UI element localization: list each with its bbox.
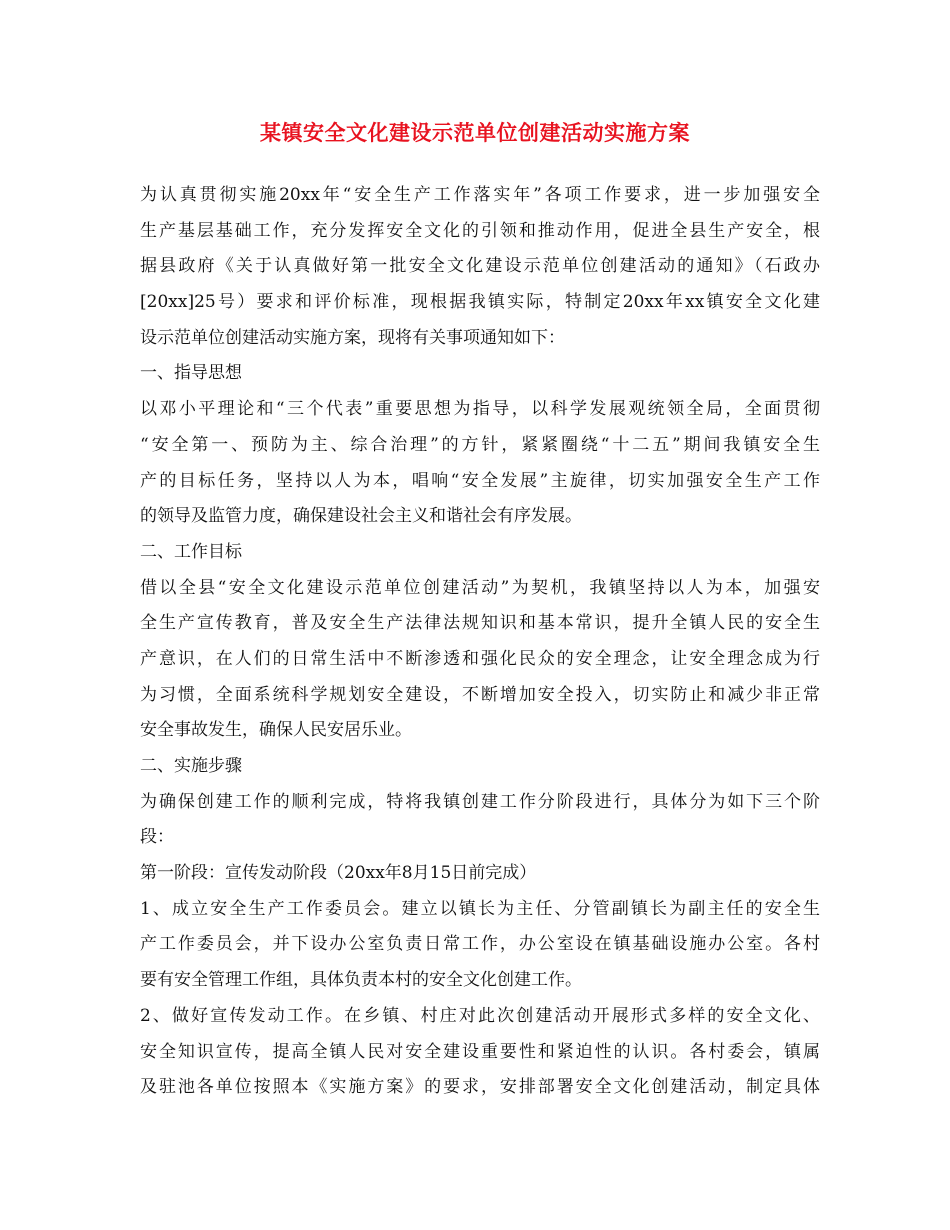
body-text-line: 第一阶段：宣传发动阶段（20xx年8月15日前完成） <box>140 863 537 884</box>
body-text-line: 产的目标任务，坚持以人为本，唱响“安全发展”主旋律，切实加强安全生产工作 <box>140 470 820 491</box>
body-text-line: 安全事故发生，确保人民安居乐业。 <box>140 720 412 741</box>
body-text-line: 1、成立安全生产工作委员会。建立以镇长为主任、分管副镇长为副主任的安全生 <box>140 898 820 919</box>
body-text-line: 及驻池各单位按照本《实施方案》的要求，安排部署安全文化创建活动，制定具体 <box>140 1077 820 1098</box>
body-text-line: 设示范单位创建活动实施方案，现将有关事项通知如下： <box>140 327 565 348</box>
body-text-line: 要有安全管理工作组，具体负责本村的安全文化创建工作。 <box>140 970 582 991</box>
body-text-line: [20xx]25号）要求和评价标准，现根据我镇实际，特制定20xx年xx镇安全文化建 <box>140 292 820 313</box>
body-text-line: 为认真贯彻实施20xx年“安全生产工作落实年”各项工作要求，进一步加强安全 <box>140 185 820 205</box>
body-text-line: 产工作委员会，并下设办公室负责日常工作，办公室设在镇基础设施办公室。各村 <box>140 934 820 955</box>
body-text-line: 据县政府《关于认真做好第一批安全文化建设示范单位创建活动的通知》（石政办 <box>140 256 820 277</box>
document-body <box>140 178 820 1106</box>
body-text-line: 生产基层基础工作，充分发挥安全文化的引领和推动作用，促进全县生产安全，根 <box>140 220 820 241</box>
body-text-line: “安全第一、预防为主、综合治理”的方针，紧紧圈绕“十二五”期间我镇安全生 <box>140 434 820 455</box>
body-text-line: 2、做好宣传发动工作。在乡镇、村庄对此次创建活动开展形式多样的安全文化、 <box>140 1005 820 1026</box>
body-text-line: 为习惯，全面系统科学规划安全建设，不断增加安全投入，切实防止和减少非正常 <box>140 684 820 705</box>
body-text-line: 全生产宣传教育，普及安全生产法律法规知识和基本常识，提升全镇人民的安全生 <box>140 613 820 634</box>
body-text-line: 产意识，在人们的日常生活中不断渗透和强化民众的安全理念，让安全理念成为行 <box>140 648 820 669</box>
body-text-line: 的领导及监管力度，确保建设社会主义和谐社会有序发展。 <box>140 506 582 527</box>
body-text-line: 二、实施步骤 <box>140 756 242 776</box>
body-text-line: 二、工作目标 <box>140 541 242 562</box>
body-text-line: 安全知识宣传，提高全镇人民对安全建设重要性和紧迫性的认识。各村委会，镇属 <box>140 1041 820 1062</box>
body-text-line: 借以全县“安全文化建设示范单位创建活动”为契机，我镇坚持以人为本，加强安 <box>140 577 820 598</box>
body-text-line: 以邓小平理论和“三个代表”重要思想为指导，以科学发展观统领全局，全面贯彻 <box>140 399 820 420</box>
body-text-line: 段： <box>140 827 174 848</box>
document-title: 某镇安全文化建设示范单位创建活动实施方案 <box>260 120 690 145</box>
body-text-line: 为确保创建工作的顺利完成，特将我镇创建工作分阶段进行，具体分为如下三个阶 <box>140 791 820 812</box>
body-text-line: 一、指导思想 <box>140 363 242 384</box>
